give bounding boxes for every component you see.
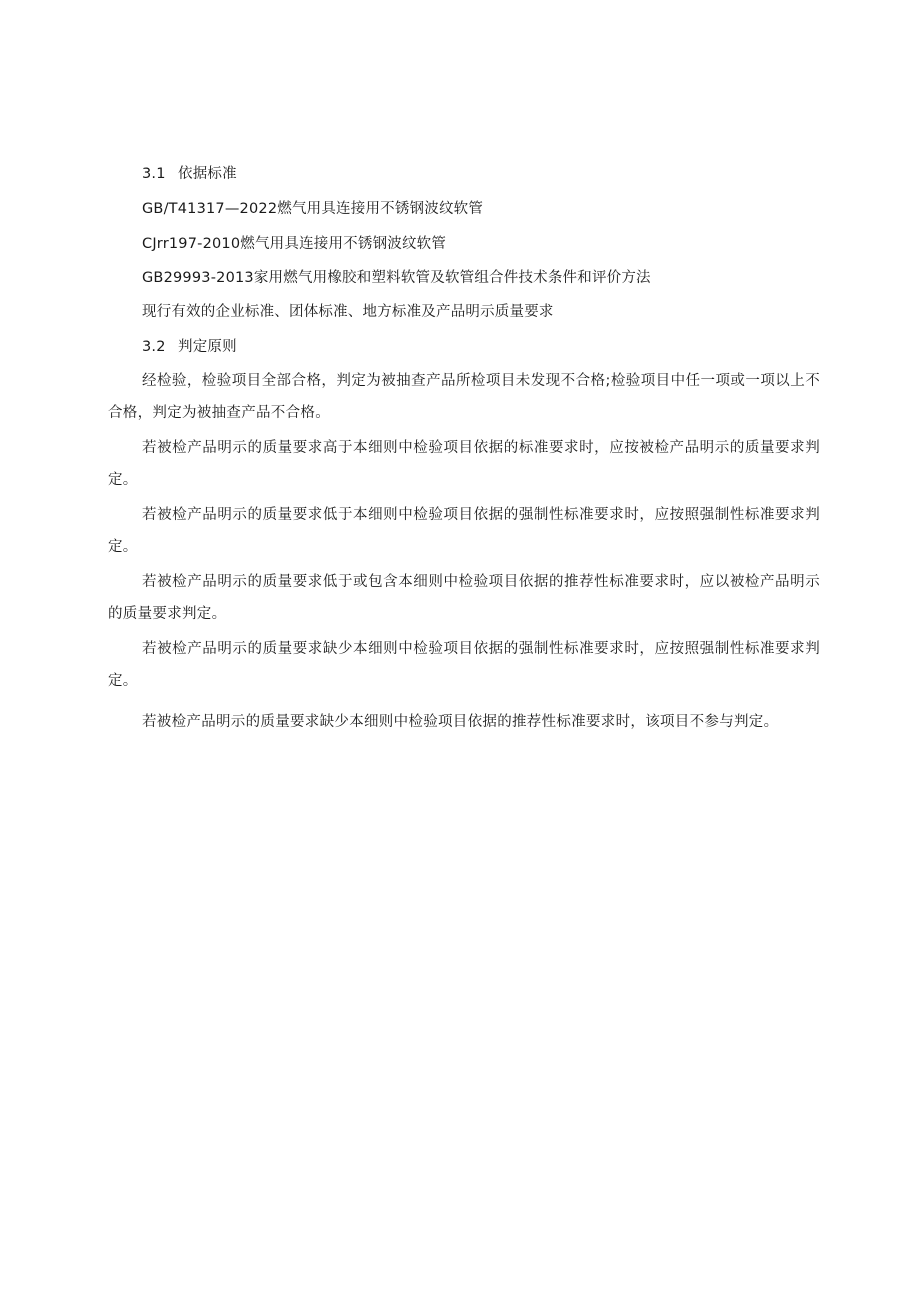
standard-item: CJrr197-2010燃气用具连接用不锈钢波纹软管 — [142, 236, 447, 252]
judgment-paragraph: 若被检产品明示的质量要求低于或包含本细则中检验项目依据的推荐性标准要求时，应以被检产品明示的质量要求判定。 — [108, 574, 820, 622]
section-number: 3.1 — [142, 166, 166, 182]
judgment-paragraph: 若被检产品明示的质量要求高于本细则中检验项目依据的标准要求时，应按被检产品明示的质量要求判定。 — [108, 440, 820, 488]
judgment-paragraph: 若被检产品明示的质量要求缺少本细则中检验项目依据的强制性标准要求时，应按照强制性标准要求判定。 — [108, 641, 820, 689]
judgment-paragraph: 若被检产品明示的质量要求低于本细则中检验项目依据的强制性标准要求时，应按照强制性标准要求判定。 — [108, 507, 820, 555]
standard-item: 现行有效的企业标准、团体标准、地方标准及产品明示质量要求 — [142, 304, 554, 320]
standard-item: GB29993-2013家用燃气用橡胶和塑料软管及软管组合件技术条件和评价方法 — [142, 270, 651, 286]
section-3-1-heading — [142, 164, 237, 184]
section-number: 3.2 — [142, 339, 166, 355]
section-3-2-heading — [142, 337, 237, 357]
judgment-paragraph: 若被检产品明示的质量要求缺少本细则中检验项目依据的推荐性标准要求时，该项目不参与判定。 — [142, 714, 779, 730]
section-title: 判定原则 — [178, 339, 237, 355]
section-title: 依据标准 — [178, 166, 237, 182]
standard-item: GB/T41317—2022燃气用具连接用不锈钢波纹软管 — [142, 201, 484, 217]
judgment-paragraph: 经检验，检验项目全部合格，判定为被抽查产品所检项目未发现不合格;检验项目中任一项或一项以上不合格，判定为被抽查产品不合格。 — [108, 373, 820, 421]
